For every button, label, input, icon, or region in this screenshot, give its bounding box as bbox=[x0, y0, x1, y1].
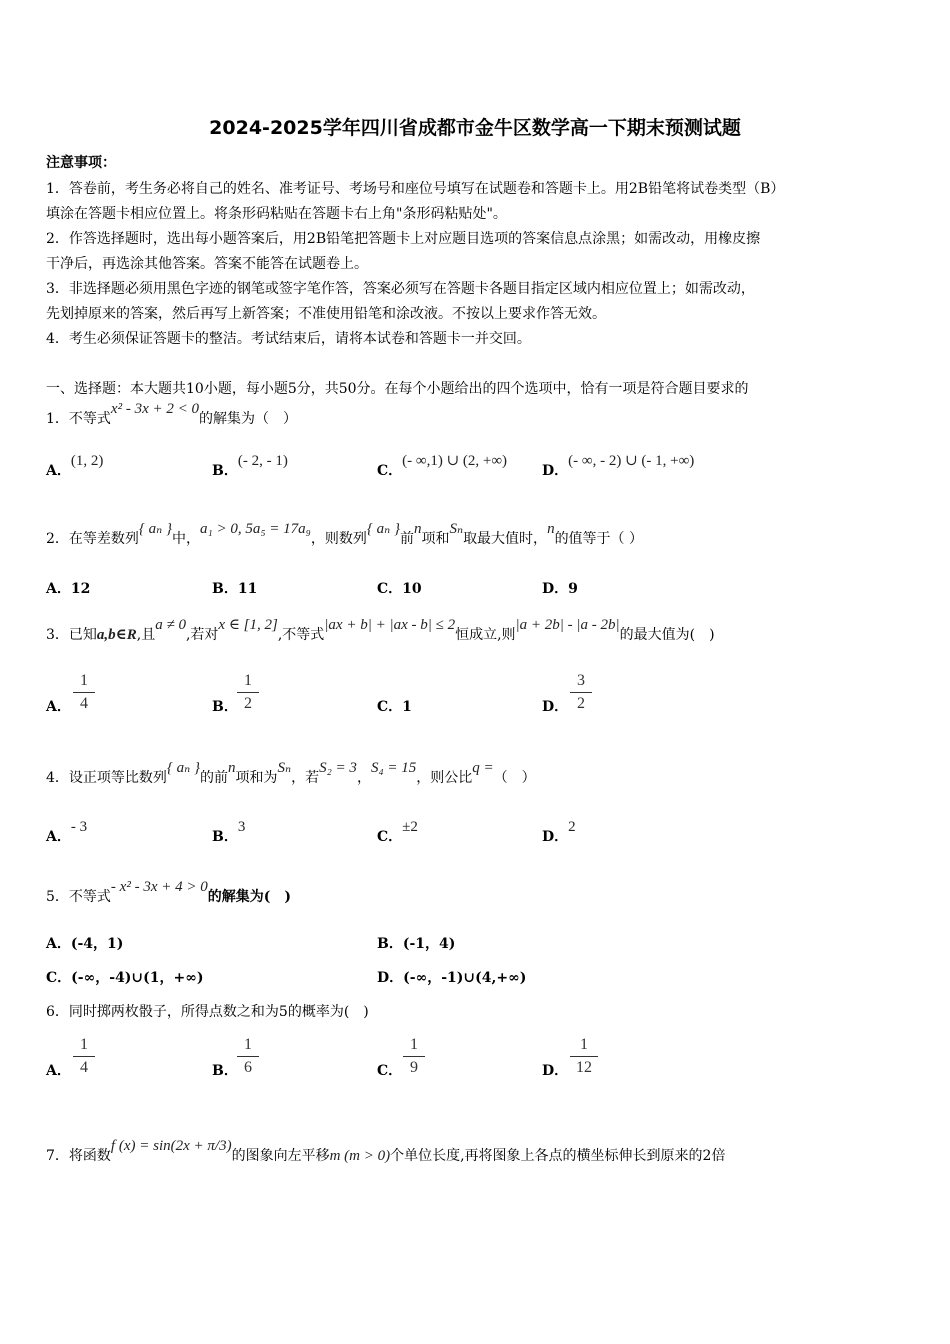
q1-math: x² - 3x + 2 < 0 bbox=[110, 401, 199, 417]
question-5: 5．不等式- x² - 3x + 4 > 0的解集为( ) bbox=[46, 879, 291, 905]
q1-option-c: C．(- ∞,1) ∪ (2, +∞) bbox=[377, 453, 508, 479]
question-6: 6．同时掷两枚骰子，所得点数之和为5的概率为( ) bbox=[46, 1004, 369, 1020]
q4-option-a: A．- 3 bbox=[46, 819, 88, 845]
q1-option-a: A．(1, 2) bbox=[46, 453, 104, 479]
q3-option-d-label: D． bbox=[542, 699, 569, 715]
q2-option-a: A．12 bbox=[46, 581, 91, 597]
notice-line-7: 4．考生必须保证答题卡的整洁。考试结束后，请将本试卷和答题卡一并交回。 bbox=[46, 331, 531, 347]
q4-option-b: B．3 bbox=[212, 819, 246, 845]
q4-option-d: D．2 bbox=[542, 819, 576, 845]
page-title: 2024-2025学年四川省成都市金牛区数学高一下期末预测试题 bbox=[209, 117, 741, 139]
q6-option-a-fraction: 1 4 bbox=[73, 1036, 95, 1077]
q3-option-a-label: A． bbox=[46, 699, 71, 715]
q3-option-b-fraction: 1 2 bbox=[237, 672, 259, 713]
question-1: 1．不等式x² - 3x + 2 < 0的解集为（ ） bbox=[46, 401, 297, 427]
q5-option-b: B．(-1，4) bbox=[377, 936, 456, 952]
notice-line-2: 填涂在答题卡相应位置上。将条形码粘贴在答题卡右上角"条形码粘贴处"。 bbox=[46, 206, 507, 222]
q4-option-c: C．±2 bbox=[377, 819, 418, 845]
q3-option-b-label: B． bbox=[212, 699, 238, 715]
notice-line-5: 3．非选择题必须用黑色字迹的钢笔或签字笔作答，答案必须写在答题卡各题目指定区域内相应位置上；如需改动， bbox=[46, 281, 755, 297]
q2-option-c: C．10 bbox=[377, 581, 422, 597]
question-7: 7．将函数f (x) = sin(2x + π/3)的图象向左平移m (m > 0)个单位长度,再将图象上各点的横坐标伸长到原来的2倍 bbox=[46, 1138, 726, 1164]
q5-option-d: D．(-∞，-1)∪(4,+∞) bbox=[377, 970, 527, 986]
q3-option-a-fraction: 1 4 bbox=[73, 672, 95, 713]
q6-option-b-label: B． bbox=[212, 1063, 238, 1079]
q1-option-b: B．(- 2, - 1) bbox=[212, 453, 288, 479]
q6-option-c-fraction: 1 9 bbox=[403, 1036, 425, 1077]
q6-option-d-label: D． bbox=[542, 1063, 569, 1079]
q6-option-b-fraction: 1 6 bbox=[237, 1036, 259, 1077]
q3-option-c: C．1 bbox=[377, 699, 412, 715]
notice-heading: 注意事项： bbox=[46, 155, 116, 171]
question-3: 3．已知a,b∈R,且a ≠ 0,若对x ∈ [1, 2],不等式|ax + b| + |ax - b| ≤ 2恒成立,则|a + 2b| - |a - 2b|的最大值为( ) bbox=[46, 617, 715, 643]
q2-option-d: D．9 bbox=[542, 581, 578, 597]
q1-option-d: D．(- ∞, - 2) ∪ (- 1, +∞) bbox=[542, 453, 695, 479]
q6-option-c-label: C． bbox=[377, 1063, 403, 1079]
notice-line-3: 2．作答选择题时，选出每小题答案后，用2B铅笔把答题卡上对应题目选项的答案信息点涂黑；如需改动，用橡皮擦 bbox=[46, 231, 761, 247]
notice-line-4: 干净后，再选涂其他答案。答案不能答在试题卷上。 bbox=[46, 256, 368, 272]
q5-option-a: A．(-4，1) bbox=[46, 936, 124, 952]
q5-option-c: C．(-∞，-4)∪(1，+∞) bbox=[46, 970, 204, 986]
notice-line-6: 先划掉原来的答案，然后再写上新答案；不准使用铅笔和涂改液。不按以上要求作答无效。 bbox=[46, 306, 606, 322]
q3-option-d-fraction: 3 2 bbox=[570, 672, 592, 713]
question-2: 2．在等差数列{ aₙ }中，a₁ > 0, 5a₅ = 17a₉，则数列{ aₙ }前n项和Sₙ取最大值时，n的值等于（ ） bbox=[46, 521, 644, 547]
question-4: 4．设正项等比数列{ aₙ }的前n项和为Sₙ，若S₂ = 3，S₄ = 15，则公比q =（ ） bbox=[46, 760, 536, 786]
notice-line-1: 1．答卷前，考生务必将自己的姓名、准考证号、考场号和座位号填写在试题卷和答题卡上。用2B铅笔将试卷类型（B） bbox=[46, 181, 785, 197]
q6-option-d-fraction: 1 12 bbox=[570, 1036, 598, 1077]
q6-option-a-label: A． bbox=[46, 1063, 71, 1079]
section-heading: 一、选择题：本大题共10小题，每小题5分，共50分。在每个小题给出的四个选项中，恰有一项是符合题目要求的 bbox=[46, 381, 749, 397]
q2-option-b: B．11 bbox=[212, 581, 258, 597]
